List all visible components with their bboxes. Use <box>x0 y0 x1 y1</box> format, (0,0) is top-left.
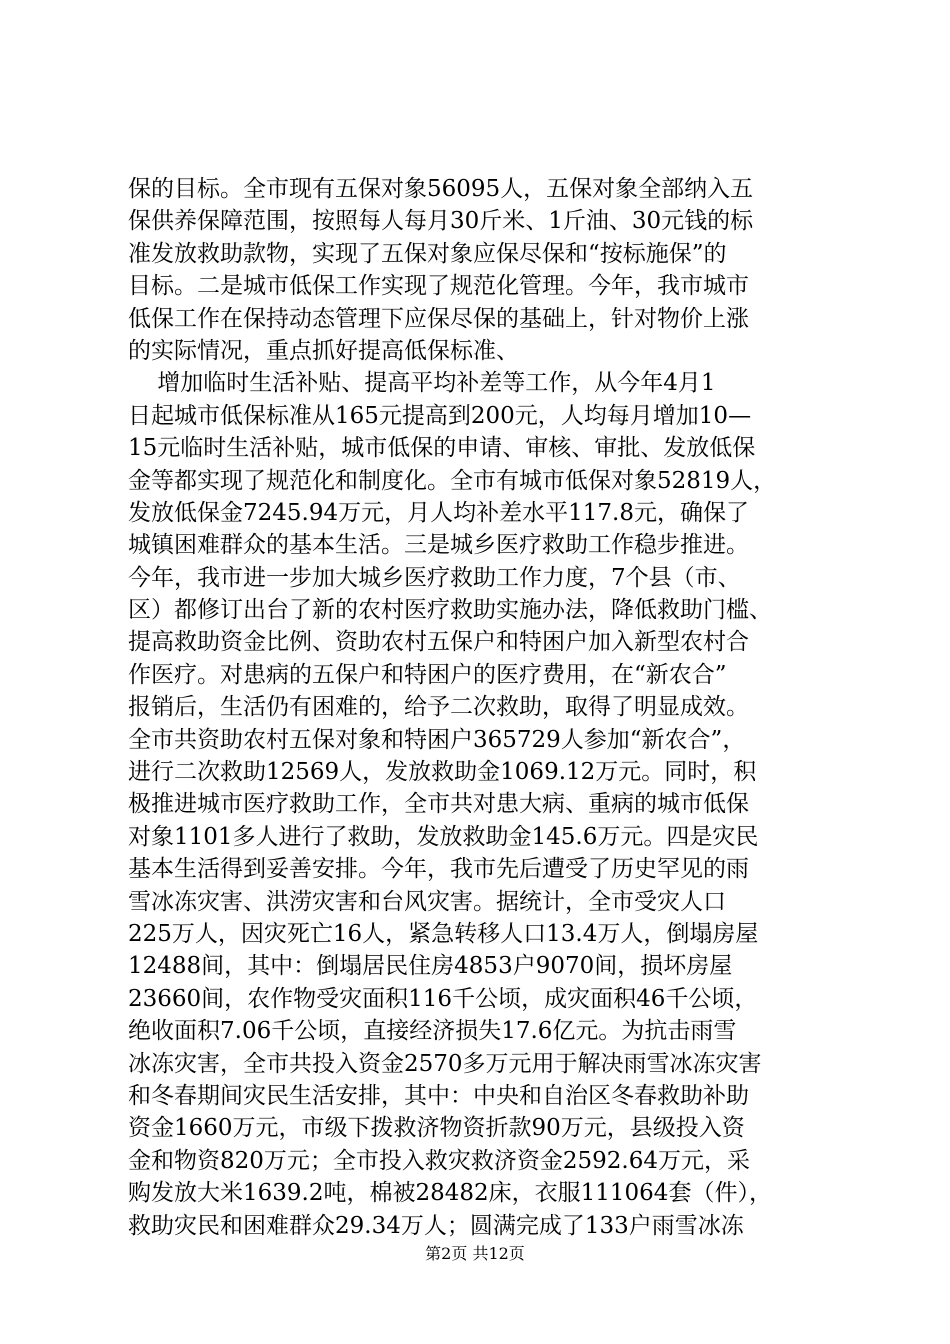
text-line: 和冬春期间灾民生活安排，其中：中央和自治区冬春救助补助 <box>128 1082 749 1109</box>
text-line: 保的目标。全市现有五保对象56095人，五保对象全部纳入五 <box>128 176 754 202</box>
text-line: 今年，我市进一步加大城乡医疗救助工作力度，7个县（市、 <box>128 564 741 591</box>
page-number-footer: 第2页 共12页 <box>425 1244 525 1263</box>
text-line: 目标。二是城市低保工作实现了规范化管理。今年，我市城市 <box>128 273 749 300</box>
text-line: 225万人，因灾死亡16人，紧急转移人口13.4万人，倒塌房屋 <box>128 920 759 947</box>
text-line: 金和物资820万元；全市投入救灾救济资金2592.64万元，采 <box>128 1147 751 1174</box>
text-line: 的实际情况，重点抓好提高低保标准、 <box>128 337 519 364</box>
text-line: 雪冰冻灾害、洪涝灾害和台风灾害。据统计，全市受灾人口 <box>128 888 726 915</box>
text-line: 绝收面积7.06千公顷，直接经济损失17.6亿元。为抗击雨雪 <box>128 1018 737 1045</box>
text-line: 12488间，其中：倒塌居民住房4853户9070间，损坏房屋 <box>128 953 733 980</box>
text-line: 资金1660万元，市级下拨救济物资折款90万元，县级投入资 <box>128 1115 745 1142</box>
text-line: 对象1101多人进行了救助，发放救助金145.6万元。四是灾民 <box>128 823 759 850</box>
text-line: 城镇困难群众的基本生活。三是城乡医疗救助工作稳步推进。 <box>128 532 749 559</box>
text-line: 保供养保障范围，按照每人每月30斤米、1斤油、30元钱的标 <box>128 208 754 235</box>
text-line: 23660间，农作物受灾面积116千公顷，成灾面积46千公顷， <box>128 985 758 1012</box>
text-line: 冰冻灾害，全市共投入资金2570多万元用于解决雨雪冰冻灾害 <box>128 1050 762 1077</box>
text-line: 发放低保金7245.94万元，月人均补差水平117.8元，确保了 <box>128 499 749 526</box>
text-line: 基本生活得到妥善安排。今年，我市先后遭受了历史罕见的雨 <box>128 856 749 883</box>
text-line: 救助灾民和困难群众29.34万人；圆满完成了133户雨雪冰冻 <box>128 1212 744 1239</box>
text-line: 日起城市低保标准从165元提高到200元，人均每月增加10— <box>128 402 752 429</box>
body-text <box>128 173 838 1242</box>
text-line: 区）都修订出台了新的农村医疗救助实施办法，降低救助门槛、 <box>128 597 772 624</box>
text-line: 购发放大米1639.2吨，棉被28482床，衣服111064套（件）， <box>128 1180 772 1207</box>
text-line: 进行二次救助12569人，发放救助金1069.12万元。同时，积 <box>128 759 757 786</box>
text-line: 极推进城市医疗救助工作，全市共对患大病、重病的城市低保 <box>128 791 749 818</box>
text-line: 全市共资助农村五保对象和特困户365729人参加“新农合”， <box>128 726 746 753</box>
text-line: 报销后，生活仍有困难的，给予二次救助，取得了明显成效。 <box>128 694 749 721</box>
text-line: 作医疗。对患病的五保户和特困户的医疗费用，在“新农合” <box>128 661 727 688</box>
text-line: 15元临时生活补贴，城市低保的申请、审核、审批、发放低保 <box>128 435 756 462</box>
text-line: 低保工作在保持动态管理下应保尽保的基础上，针对物价上涨 <box>128 305 749 332</box>
text-line: 提高救助资金比例、资助农村五保户和特困户加入新型农村合 <box>128 629 749 656</box>
text-line: 金等都实现了规范化和制度化。全市有城市低保对象52819人， <box>128 467 777 494</box>
text-line: 增加临时生活补贴、提高平均补差等工作，从今年4月1 <box>128 370 716 397</box>
text-line: 准发放救助款物，实现了五保对象应保尽保和“按标施保”的 <box>128 240 727 267</box>
